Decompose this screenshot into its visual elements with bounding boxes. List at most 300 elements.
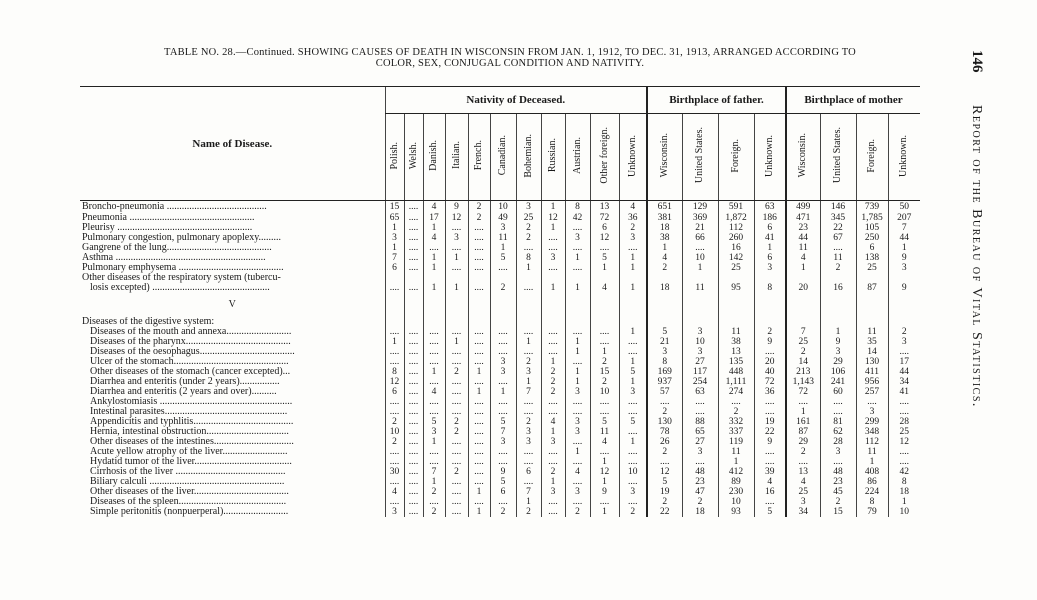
table-cell: .... (516, 477, 541, 487)
table-cell: 1 (490, 243, 516, 253)
column-header (541, 114, 565, 201)
disease-name: Diseases of the digestive system: (82, 316, 215, 327)
table-cell: 2 (423, 507, 445, 517)
table-cell: 129 (682, 201, 718, 213)
table-cell: 1 (888, 497, 920, 507)
table-cell: 18 (682, 507, 718, 517)
table-cell: 9 (754, 337, 786, 347)
table-cell: .... (404, 507, 423, 517)
table-cell: 41 (888, 387, 920, 397)
table-cell: .... (468, 223, 490, 233)
table-row (80, 427, 920, 437)
table-cell: .... (423, 397, 445, 407)
table-cell: .... (468, 417, 490, 427)
table-cell: 2 (718, 407, 754, 417)
table-row (80, 437, 920, 447)
table-cell: .... (619, 243, 647, 253)
table-cell: 18 (647, 283, 682, 293)
table-cell: 241 (820, 377, 856, 387)
table-cell: .... (404, 447, 423, 457)
table-cell: .... (445, 507, 468, 517)
table-cell: 4 (786, 477, 820, 487)
table-cell (718, 273, 754, 283)
table-cell: 9 (820, 337, 856, 347)
disease-name: Other diseases of the stomach (cancer excepted)... (90, 366, 291, 377)
table-cell: 17 (423, 213, 445, 223)
column-header-label: Austrian. (571, 137, 583, 174)
table-cell: 25 (786, 487, 820, 497)
table-cell: 3 (541, 487, 565, 497)
table-cell: 1 (647, 243, 682, 253)
table-cell: .... (468, 283, 490, 293)
disease-name: Acute yellow atrophy of the liver.......................... (90, 446, 288, 457)
table-cell: 3 (820, 447, 856, 457)
empty-cell (541, 293, 565, 317)
column-header (423, 114, 445, 201)
table-cell: .... (404, 417, 423, 427)
table-cell: 23 (786, 223, 820, 233)
table-cell: 3 (619, 233, 647, 243)
table-row (80, 273, 920, 283)
table-cell: .... (541, 407, 565, 417)
table-cell: 2 (786, 447, 820, 457)
table-cell: 5 (490, 253, 516, 263)
table-cell: 30 (385, 467, 404, 477)
name-of-disease-header: Name of Disease. (80, 87, 385, 201)
group-birthplace-father: Birthplace of father. (647, 87, 786, 114)
table-cell: .... (423, 457, 445, 467)
table-cell: 8 (856, 497, 888, 507)
table-cell: 25 (718, 263, 754, 273)
table-cell: .... (404, 253, 423, 263)
table-cell: .... (468, 337, 490, 347)
table-cell: .... (445, 377, 468, 387)
table-cell: 23 (682, 477, 718, 487)
table-cell: 499 (786, 201, 820, 213)
table-cell: 1 (423, 263, 445, 273)
table-cell: 1 (516, 263, 541, 273)
table-cell (565, 273, 590, 283)
table-cell (541, 273, 565, 283)
column-header-label: Polish. (388, 141, 400, 170)
table-cell: .... (682, 397, 718, 407)
table-cell: 12 (445, 213, 468, 223)
table-cell: .... (888, 397, 920, 407)
table-cell: .... (423, 497, 445, 507)
table-cell: .... (445, 447, 468, 457)
table-cell: .... (445, 477, 468, 487)
table-cell: 1 (385, 243, 404, 253)
table-cell: 1,111 (718, 377, 754, 387)
table-cell: 16 (820, 283, 856, 293)
table-cell: 3 (565, 487, 590, 497)
table-cell: 9 (754, 437, 786, 447)
table-cell: 2 (385, 417, 404, 427)
table-cell: .... (445, 243, 468, 253)
table-cell: 1 (786, 407, 820, 417)
disease-name: Diseases of the mouth and annexa.......................... (90, 326, 292, 337)
disease-name: Other diseases of the respiratory system (tubercu- (82, 272, 281, 283)
table-cell: .... (468, 253, 490, 263)
table-cell: 7 (385, 253, 404, 263)
table-cell: .... (468, 427, 490, 437)
table-cell (590, 273, 619, 283)
table-cell: .... (385, 447, 404, 457)
table-cell: 22 (820, 223, 856, 233)
table-cell: 40 (754, 367, 786, 377)
table-cell: 3 (516, 427, 541, 437)
table-cell: 2 (385, 437, 404, 447)
table-cell: 1 (888, 243, 920, 253)
table-cell (647, 273, 682, 283)
table-cell: 18 (888, 487, 920, 497)
table-cell: .... (404, 497, 423, 507)
table-cell: .... (754, 447, 786, 457)
table-cell: 1,872 (718, 213, 754, 223)
table-cell: 21 (647, 337, 682, 347)
table-row (80, 417, 920, 427)
table-cell: 27 (682, 437, 718, 447)
table-cell: .... (404, 233, 423, 243)
table-cell: 3 (682, 347, 718, 357)
table-cell: 12 (647, 467, 682, 477)
table-cell: 2 (565, 507, 590, 517)
table-cell (445, 317, 468, 327)
table-cell: .... (565, 223, 590, 233)
table-cell: .... (445, 437, 468, 447)
table-cell: 25 (888, 427, 920, 437)
table-cell: .... (468, 377, 490, 387)
table-cell: 10 (682, 253, 718, 263)
table-cell: .... (385, 283, 404, 293)
table-cell: .... (565, 437, 590, 447)
table-cell: .... (565, 243, 590, 253)
table-cell: 15 (590, 367, 619, 377)
column-header-label: Canadian. (497, 135, 508, 176)
disease-name: Gangrene of the lung.......................................... (82, 242, 272, 253)
table-cell: 130 (647, 417, 682, 427)
table-cell: 3 (385, 233, 404, 243)
table-cell: .... (888, 447, 920, 457)
table-cell: .... (754, 497, 786, 507)
table-cell: .... (541, 397, 565, 407)
table-row (80, 467, 920, 477)
table-cell: 5 (490, 477, 516, 487)
table-cell: .... (385, 397, 404, 407)
table-cell: 3 (490, 357, 516, 367)
table-cell: 36 (619, 213, 647, 223)
table-cell: 22 (647, 507, 682, 517)
table-cell: 48 (820, 467, 856, 477)
table-cell: 47 (682, 487, 718, 497)
table-cell: 5 (619, 417, 647, 427)
table-cell: 2 (647, 263, 682, 273)
table-cell: 10 (619, 467, 647, 477)
table-cell (468, 317, 490, 327)
table-cell: .... (820, 243, 856, 253)
disease-name: Diarrhea and enteritis (under 2 years)................ (90, 376, 280, 387)
column-header-label: Bohemian. (522, 133, 534, 178)
table-row (80, 253, 920, 263)
table-cell: 38 (718, 337, 754, 347)
empty-cell (820, 293, 856, 317)
table-cell: 10 (385, 427, 404, 437)
table-cell: 7 (516, 387, 541, 397)
table-cell: .... (423, 347, 445, 357)
table-cell: 3 (754, 263, 786, 273)
table-cell: 5 (647, 327, 682, 337)
empty-cell (423, 293, 445, 317)
table-cell: .... (590, 243, 619, 253)
table-cell: .... (490, 327, 516, 337)
table-cell (404, 317, 423, 327)
table-cell: 2 (445, 367, 468, 377)
table-cell: 5 (590, 253, 619, 263)
table-cell: 63 (682, 387, 718, 397)
table-cell: 130 (856, 357, 888, 367)
column-header-label: Other foreign. (598, 127, 610, 184)
table-cell: 448 (718, 367, 754, 377)
table-cell: 9 (888, 283, 920, 293)
table-cell: .... (445, 387, 468, 397)
table-cell: .... (754, 397, 786, 407)
table-cell: .... (468, 467, 490, 477)
disease-name: Diseases of the oesophagus...................................... (90, 346, 295, 357)
table-cell (516, 317, 541, 327)
title-line-2: COLOR, SEX, CONJUGAL CONDITION AND NATIVITY. (375, 58, 645, 69)
table-cell (565, 317, 590, 327)
table-cell (590, 317, 619, 327)
table-cell: 63 (754, 201, 786, 213)
table-cell: .... (718, 397, 754, 407)
table-cell: 42 (888, 467, 920, 477)
table-cell: 23 (820, 477, 856, 487)
table-cell: 67 (820, 233, 856, 243)
column-header-label: Wisconsin. (658, 133, 670, 178)
table-cell: 3 (647, 347, 682, 357)
table-cell: 14 (786, 357, 820, 367)
table-cell: 79 (856, 507, 888, 517)
table-cell: .... (404, 397, 423, 407)
table-cell: 2 (541, 367, 565, 377)
table-cell: 369 (682, 213, 718, 223)
table-cell: 112 (856, 437, 888, 447)
table-cell (423, 317, 445, 327)
table-cell: 9 (590, 487, 619, 497)
table-cell: 3 (516, 367, 541, 377)
table-cell: .... (404, 213, 423, 223)
table-cell: 230 (718, 487, 754, 497)
table-cell: 78 (647, 427, 682, 437)
disease-name: Pleurisy ...................................................... (82, 222, 253, 233)
table-cell: .... (490, 497, 516, 507)
table-cell: 1 (468, 507, 490, 517)
table-cell: 8 (888, 477, 920, 487)
table-cell: 4 (590, 283, 619, 293)
table-cell: 8 (385, 367, 404, 377)
table-cell: .... (541, 233, 565, 243)
table-cell: .... (445, 347, 468, 357)
table-cell: 138 (856, 253, 888, 263)
table-cell: 49 (490, 213, 516, 223)
table-cell: 956 (856, 377, 888, 387)
table-cell: 1 (619, 377, 647, 387)
table-cell: 2 (682, 497, 718, 507)
table-cell: .... (590, 337, 619, 347)
table-cell: 2 (754, 327, 786, 337)
table-cell: 45 (820, 487, 856, 497)
table-cell: 28 (820, 437, 856, 447)
table-cell (754, 317, 786, 327)
table-cell: 1 (490, 387, 516, 397)
table-cell: 13 (590, 201, 619, 213)
table-cell: .... (754, 407, 786, 417)
table-cell: 3 (490, 437, 516, 447)
table-cell: 5 (647, 477, 682, 487)
table-cell: .... (404, 223, 423, 233)
table-cell: 4 (590, 437, 619, 447)
table-row (80, 357, 920, 367)
table-cell: .... (468, 477, 490, 487)
empty-cell (619, 293, 647, 317)
table-cell: .... (468, 437, 490, 447)
table-cell: .... (468, 263, 490, 273)
table-cell: .... (423, 337, 445, 347)
table-cell: 1 (565, 347, 590, 357)
table-cell (888, 317, 920, 327)
table-cell: 22 (754, 427, 786, 437)
table-cell: 6 (754, 223, 786, 233)
table-cell: 3 (516, 201, 541, 213)
table-cell: 25 (786, 337, 820, 347)
table-cell (718, 317, 754, 327)
table-cell: 1 (385, 337, 404, 347)
table-cell: 1 (565, 447, 590, 457)
table-cell: 937 (647, 377, 682, 387)
table-row (80, 397, 920, 407)
table-cell: 345 (820, 213, 856, 223)
table-cell: .... (565, 357, 590, 367)
table-cell (541, 317, 565, 327)
table-cell: 146 (820, 201, 856, 213)
table-cell: 1 (565, 253, 590, 263)
column-header (820, 114, 856, 201)
table-cell: .... (423, 447, 445, 457)
table-cell: .... (888, 347, 920, 357)
table-cell: .... (445, 397, 468, 407)
table-cell: 2 (647, 497, 682, 507)
table-cell: 3 (619, 487, 647, 497)
column-header-label: United States. (694, 127, 705, 184)
table-cell: 19 (647, 487, 682, 497)
table-cell: 254 (682, 377, 718, 387)
table-cell: .... (385, 497, 404, 507)
table-cell: 26 (647, 437, 682, 447)
table-cell (754, 273, 786, 283)
empty-cell (516, 293, 541, 317)
table-cell: 1,785 (856, 213, 888, 223)
table-cell: 10 (590, 387, 619, 397)
table-cell: 17 (888, 357, 920, 367)
disease-name: Simple peritonitis (nonpuerperal).......................... (90, 506, 289, 517)
table-cell: 1 (423, 477, 445, 487)
table-cell: 95 (718, 283, 754, 293)
table-cell: .... (385, 457, 404, 467)
table-row (80, 223, 920, 233)
empty-cell (856, 293, 888, 317)
table-cell: .... (468, 233, 490, 243)
table-cell: .... (490, 407, 516, 417)
table-cell: .... (468, 447, 490, 457)
table-cell: 7 (490, 427, 516, 437)
table-cell: 117 (682, 367, 718, 377)
table-cell: 2 (468, 213, 490, 223)
table-cell: .... (647, 397, 682, 407)
table-cell (820, 273, 856, 283)
table-row (80, 213, 920, 223)
table-cell: .... (468, 497, 490, 507)
table-cell: .... (404, 487, 423, 497)
table-cell: .... (565, 263, 590, 273)
table-cell: .... (516, 407, 541, 417)
table-cell: 10 (682, 337, 718, 347)
table-cell: 1 (468, 367, 490, 377)
table-cell: 15 (385, 201, 404, 213)
table-cell: 44 (888, 367, 920, 377)
table-cell: .... (565, 497, 590, 507)
table-cell: 10 (490, 201, 516, 213)
table-cell: 3 (565, 417, 590, 427)
table-cell: 20 (786, 283, 820, 293)
table-cell: .... (590, 407, 619, 417)
table-row (80, 447, 920, 457)
column-header-label: Unknown. (763, 134, 775, 177)
table-cell (423, 273, 445, 283)
table-cell: .... (445, 497, 468, 507)
table-cell: 8 (565, 201, 590, 213)
table-cell: 1 (423, 367, 445, 377)
table-cell: 11 (856, 447, 888, 457)
table-cell: 6 (385, 387, 404, 397)
table-cell: 34 (888, 377, 920, 387)
table-cell: 2 (541, 387, 565, 397)
column-header (590, 114, 619, 201)
empty-cell (888, 293, 920, 317)
column-header-label: United States. (832, 127, 843, 184)
table-cell: 65 (385, 213, 404, 223)
table-cell: 1 (619, 253, 647, 263)
table-cell: .... (565, 477, 590, 487)
table-cell: .... (468, 457, 490, 467)
table-cell (682, 273, 718, 283)
table-cell: 3 (856, 407, 888, 417)
table-cell: 3 (516, 437, 541, 447)
column-header-label: Unknown. (898, 134, 910, 177)
table-cell: 2 (647, 447, 682, 457)
table-cell: .... (541, 327, 565, 337)
table-cell (682, 317, 718, 327)
table-cell: 2 (820, 497, 856, 507)
table-cell: 1,143 (786, 377, 820, 387)
table-cell: 1 (468, 487, 490, 497)
disease-name: Ankylostomiasis ..................................................... (90, 396, 293, 407)
table-cell: 1 (565, 367, 590, 377)
table-cell: .... (404, 243, 423, 253)
table-cell: 2 (541, 467, 565, 477)
table-cell: 1 (541, 427, 565, 437)
table-cell: 8 (754, 283, 786, 293)
table-cell: 36 (754, 387, 786, 397)
